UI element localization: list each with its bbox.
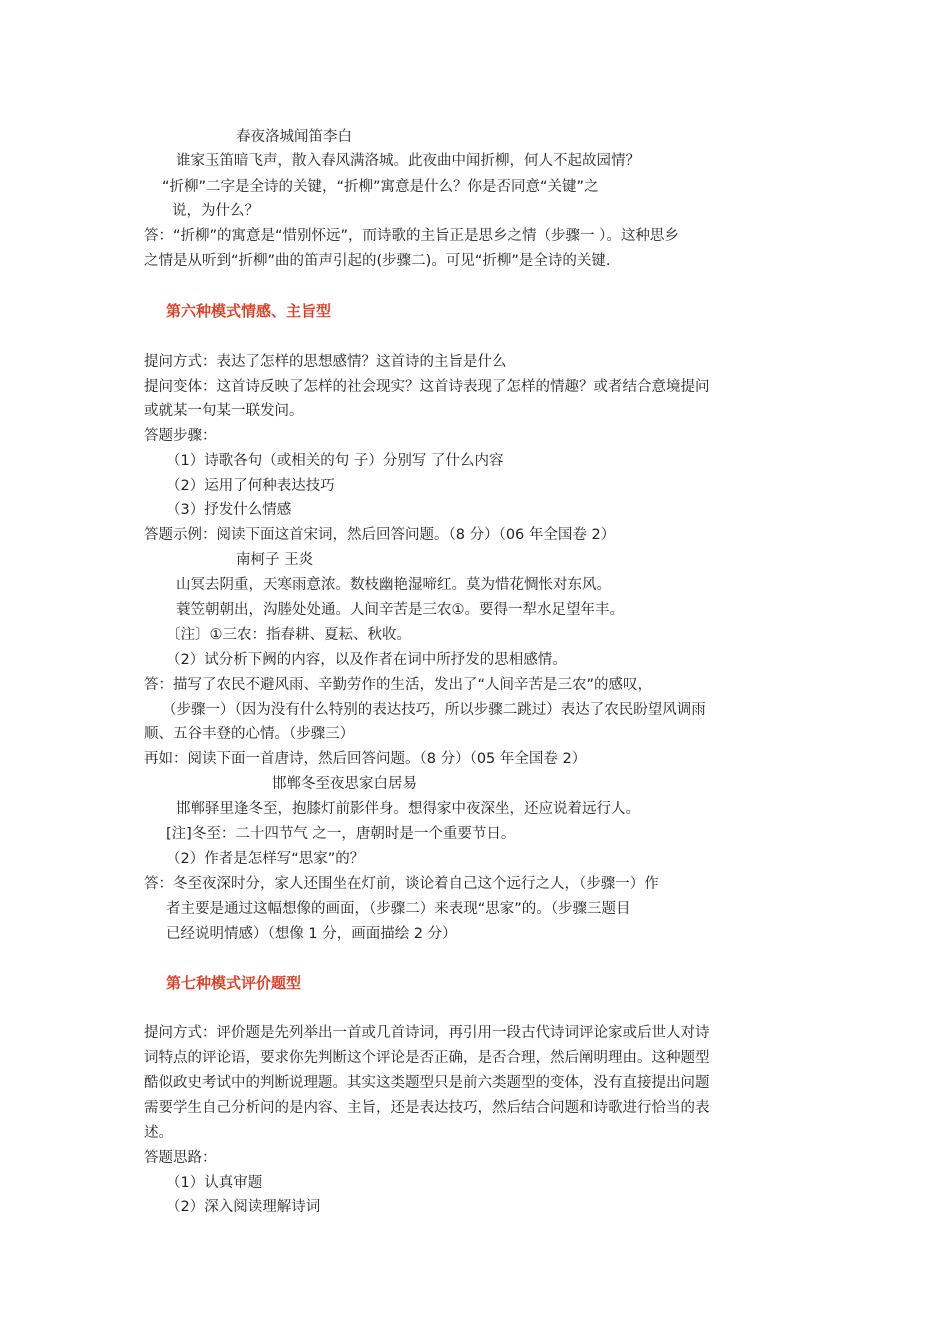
poem-text: 邯郸驿里逢冬至，抱膝灯前影伴身。想得家中夜深坐，还应说着远行人。 (176, 801, 640, 817)
question-line: （2）试分析下阙的内容，以及作者在词中所抒发的思相感情。 (166, 652, 567, 668)
answer-line: 顺、五谷丰登的心情。（步骤三） (144, 726, 355, 742)
poem-title: 邯郸冬至夜思家白居易 (272, 776, 417, 792)
question-line: （2）作者是怎样写“思家”的？ (166, 851, 365, 867)
variant-line: 提问变体：这首诗反映了怎样的社会现实？这首诗表现了怎样的情趣？或者结合意境提问 (144, 379, 710, 395)
step-item: （1）诗歌各句（或相关的句 子）分别写 了什么内容 (166, 453, 504, 469)
steps-label: 答题步骤： (144, 428, 217, 444)
answer-line: 已经说明情感）（想像 1 分，画面描绘 2 分） (166, 926, 457, 942)
answer-line: （步骤一）（因为没有什么特别的表达技巧，所以步骤二跳过）表达了农民盼望风调雨 (162, 702, 706, 718)
variant-line: 或就某一句某一联发问。 (144, 403, 304, 419)
step-item: （2）运用了何种表达技巧 (166, 478, 335, 494)
answer-line: 之情是从听到“折柳”曲的笛声引起的(步骤二)。可见“折柳”是全诗的关键. (144, 253, 611, 269)
step-item: （3）抒发什么情感 (166, 502, 292, 518)
note-line: 〔注〕①三农：指春耕、夏耘、秋收。 (166, 627, 411, 643)
poem-title: 南柯子 王炎 (236, 552, 314, 568)
idea-item: （2）深入阅读理解诗词 (166, 1199, 321, 1215)
ask-way-line: 提问方式：评价题是先列举出一首或几首诗词，再引用一段古代诗词评论家或后世人对诗 (144, 1025, 710, 1041)
poem-title: 春夜洛城闻笛李白 (236, 129, 352, 145)
ask-way-line: 述。 (144, 1125, 173, 1141)
section-heading: 第七种模式评价题型 (166, 974, 302, 992)
idea-item: （1）认真审题 (166, 1175, 263, 1191)
answer-line: 答：“折柳”的寓意是“惜别怀远”，而诗歌的主旨正是思乡之情（步骤一 ）。这种思乡 (144, 228, 679, 244)
question-line: “折柳”二字是全诗的关键，“折柳”寓意是什么？你是否同意“关键”之 (162, 179, 599, 195)
answer-line: 答：描写了农民不避风雨、辛勤劳作的生活，发出了“人间辛苦是三农”的感叹， (144, 677, 653, 693)
ask-way-line: 需要学生自己分析问的是内容、主旨，还是表达技巧，然后结合问题和诗歌进行恰当的表 (144, 1100, 710, 1116)
note-line: [注]冬至：二十四节气 之一，唐朝时是一个重要节日。 (166, 826, 516, 842)
ask-way-line: 词特点的评论语，要求你先判断这个评论是否正确，是否合理，然后阐明理由。这种题型 (144, 1050, 710, 1066)
poem-text: 谁家玉笛暗飞声，散入春风满洛城。此夜曲中闻折柳，何人不起故园情？ (176, 153, 640, 169)
question-line: 说，为什么？ (172, 203, 259, 219)
poem-text: 蓑笠朝朝出，沟塍处处通。人间辛苦是三农①。要得一犁水足望年丰。 (176, 602, 624, 618)
answer-line: 答：冬至夜深时分，家人还围坐在灯前，谈论着自己这个远行之人，（步骤一）作 (144, 876, 659, 892)
example-label: 再如：阅读下面一首唐诗，然后回答问题。（8 分）（05 年全国卷 2） (144, 751, 587, 767)
ask-way-line: 提问方式：表达了怎样的思想感情？这首诗的主旨是什么 (144, 354, 507, 370)
ask-way-line: 酷似政史考试中的判断说理题。其实这类题型只是前六类题型的变体，没有直接提出问题 (144, 1075, 710, 1091)
idea-label: 答题思路： (144, 1150, 217, 1166)
answer-line: 者主要是通过这幅想像的画面，（步骤二）来表现“思家”的。（步骤三题目 (166, 901, 631, 917)
poem-text: 山冥去阴重，天寒雨意浓。数枝幽艳湿啼红。莫为惜花惆怅对东风。 (176, 577, 611, 593)
section-heading: 第六种模式情感、主旨型 (166, 302, 332, 320)
example-label: 答题示例：阅读下面这首宋词，然后回答问题。（8 分）（06 年全国卷 2） (144, 527, 616, 543)
